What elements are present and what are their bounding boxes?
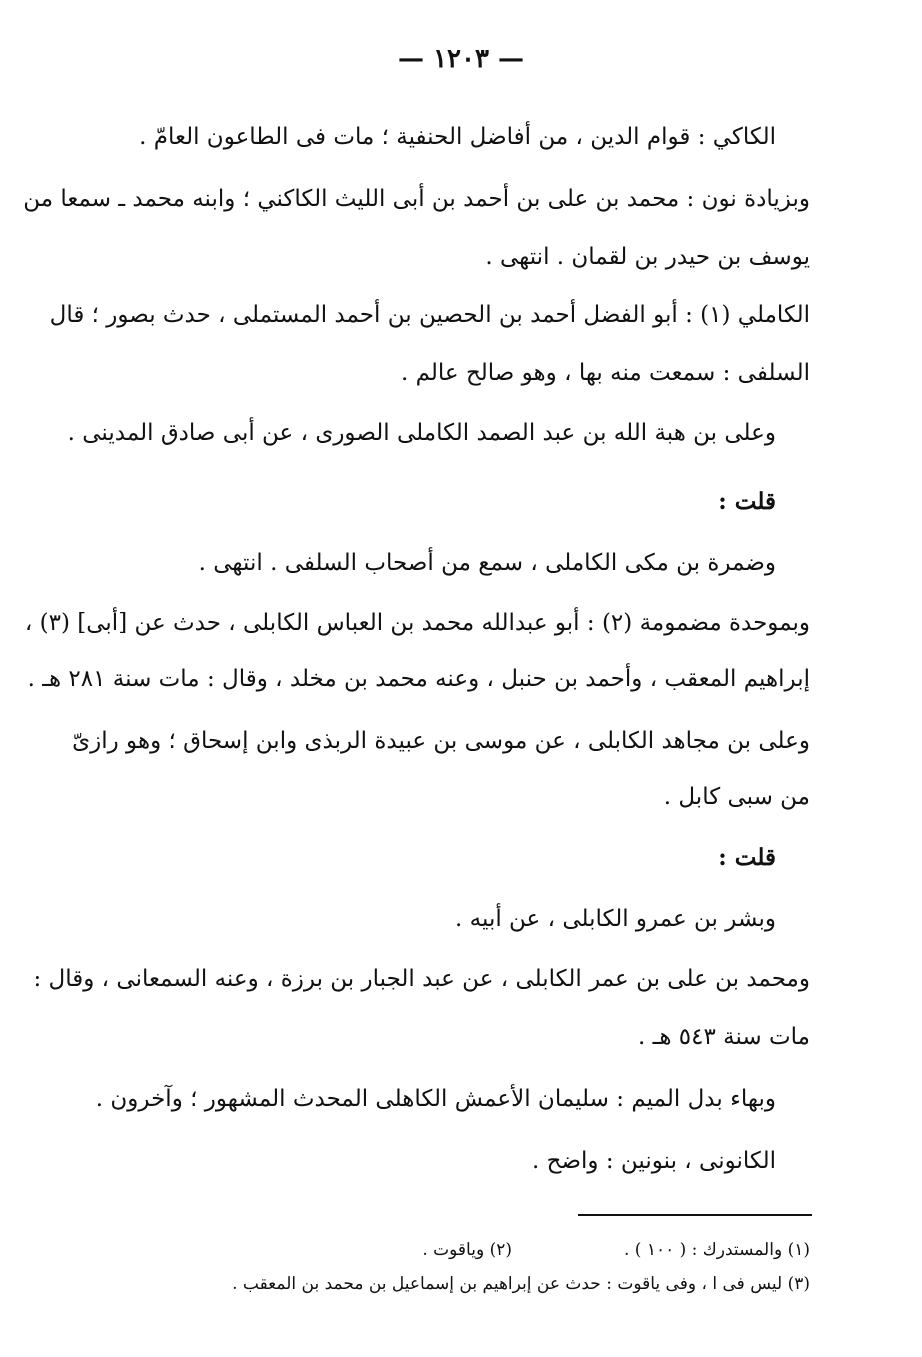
text-line: الكانونى ، بنونين : واضح .	[532, 1148, 776, 1174]
text-line: الكاكي : قوام الدين ، من أفاضل الحنفية ؛ مات فى الطاعون العامّ .	[139, 124, 776, 150]
section-label: قلت :	[718, 844, 776, 871]
text-line: يوسف بن حيدر بن لقمان . انتهى .	[485, 244, 810, 270]
footnote-divider	[578, 1214, 812, 1216]
text-line: السلفى : سمعت منه بها ، وهو صالح عالم .	[400, 360, 810, 386]
footnote-1: (١) والمستدرك : ( ١٠٠ ) .	[623, 1240, 810, 1260]
text-line: وعلى بن مجاهد الكابلى ، عن موسى بن عبيدة الربذى وابن إسحاق ؛ وهو رازىّ	[72, 728, 810, 754]
text-line: مات سنة ٥٤٣ هـ .	[637, 1024, 810, 1050]
text-line: وبشر بن عمرو الكابلى ، عن أبيه .	[455, 906, 776, 932]
text-line: ومحمد بن على بن عمر الكابلى ، عن عبد الجبار بن برزة ، وعنه السمعانى ، وقال :	[33, 966, 810, 992]
footnote-2: (٢) وياقوت .	[422, 1240, 512, 1260]
section-label: قلت :	[718, 488, 776, 515]
text-line: وعلى بن هبة الله بن عبد الصمد الكاملى الصورى ، عن أبى صادق المدينى .	[67, 420, 776, 446]
text-line: وبموحدة مضمومة (٢) : أبو عبدالله محمد بن العباس الكابلى ، حدث عن [أبى] (٣) ،	[24, 610, 810, 636]
text-line: إبراهيم المعقب ، وأحمد بن حنبل ، وعنه محمد بن مخلد ، وقال : مات سنة ٢٨١ هـ .	[27, 666, 810, 692]
footnote-3: (٣) ليس فى ا ، وفى ياقوت : حدث عن إبراهيم بن إسماعيل بن محمد بن المعقب .	[232, 1274, 810, 1294]
text-line: الكاملي (١) : أبو الفضل أحمد بن الحصين بن أحمد المستملى ، حدث بصور ؛ قال	[49, 302, 810, 328]
text-line: وبزيادة نون : محمد بن على بن أحمد بن أبى الليث الكاكني ؛ وابنه محمد ـ سمعا من	[23, 186, 810, 212]
text-line: وبهاء بدل الميم : سليمان الأعمش الكاهلى المحدث المشهور ؛ وآخرون .	[95, 1086, 776, 1112]
text-line: وضمرة بن مكى الكاملى ، سمع من أصحاب السلفى . انتهى .	[198, 550, 776, 576]
text-line: من سبى كابل .	[663, 784, 810, 810]
page-number: — ١٢٠٣ —	[398, 44, 524, 74]
